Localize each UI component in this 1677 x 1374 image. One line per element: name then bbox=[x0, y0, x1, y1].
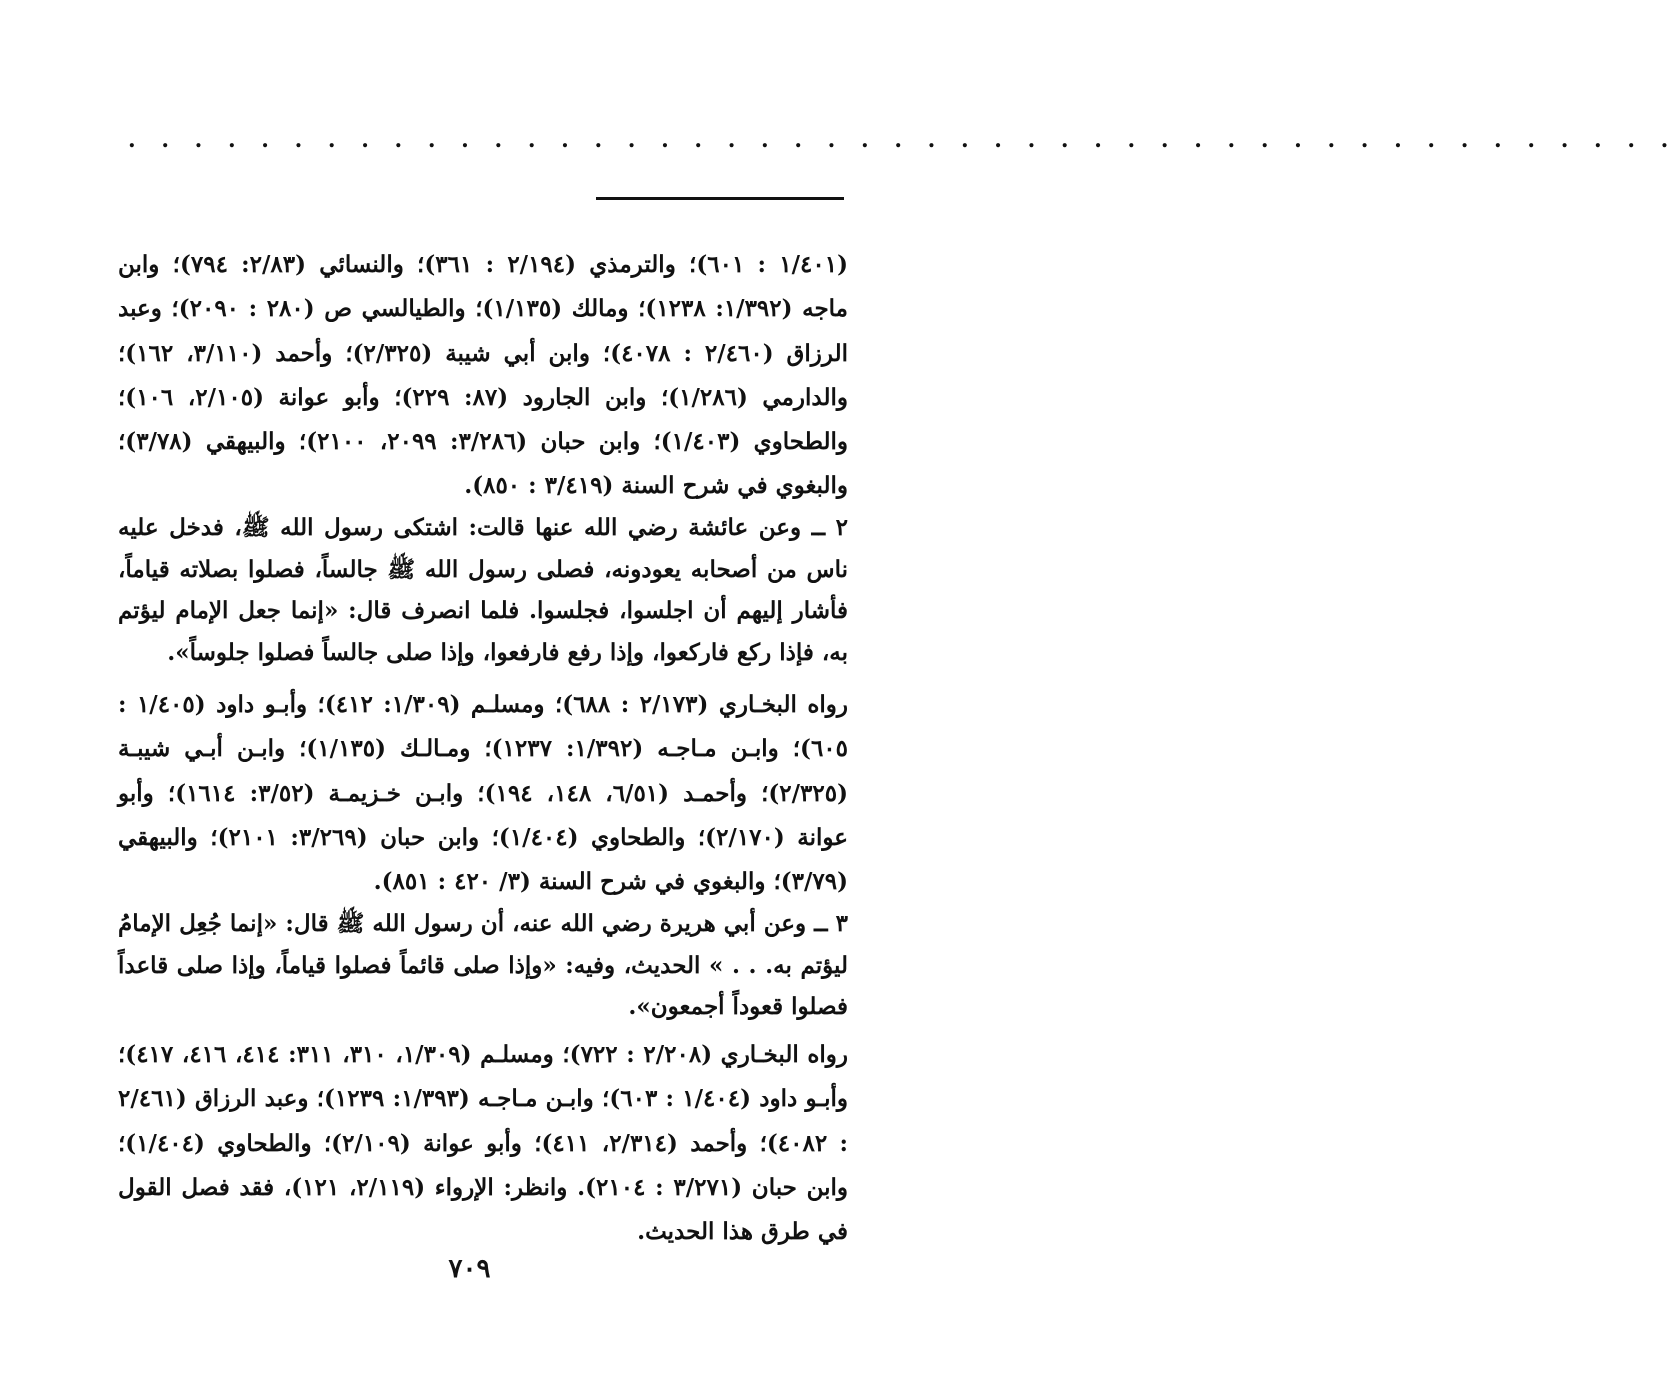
hadith-3-text: ٣ ــ وعن أبي هريرة رضي الله عنه، أن رسول الله ﷺ قال: «إنما جُعِل الإمامُ ليؤتم به. . . » الحديث، وفيه: «وإذا صلى قائماً فصلوا قياماً، وإذا صلى قاعداً فصلوا قعوداً أجمعون». bbox=[118, 910, 848, 1021]
page-number: ٧٠٩ bbox=[448, 1254, 491, 1284]
hadith-3-references: رواه البخـاري (٢/٢٠٨ : ٧٢٢)؛ ومسلـم (١/٣٠٩، ٣١٠، ٣١١: ٤١٤، ٤١٦، ٤١٧)؛ وأبـو داود (١/٤٠٤ : ٦٠٣)؛ وابـن مـاجـه (١/٣٩٣: ١٢٣٩)؛ وعبد الرزاق (٢/٤٦١ : ٤٠٨٢)؛ وأحمد (٢/٣١٤، ٤١١)؛ وأبو عوانة (٢/١٠٩)؛ والطحاوي (١/٤٠٤)؛ وابن حبان (٣/٢٧١ : ٢١٠٤). وانظر: الإرواء (٢/١١٩، ١٢١)، فقد فصل القول في طرق هذا الحديث. bbox=[118, 1041, 848, 1246]
footnote-rule bbox=[596, 197, 844, 200]
hadith-2-text: ٢ ــ وعن عائشة رضي الله عنها قالت: اشتكى رسول الله ﷺ، فدخل عليه ناس من أصحابه يعودونه، فصلى رسول الله ﷺ جالساً، فصلوا بصلاته قياماً، فأشار إليهم أن اجلسوا، فجلسوا. فلما انصرف قال: «إنما جعل الإمام ليؤتم به، فإذا ركع فاركعوا، وإذا رفع فارفعوا، وإذا صلى جالساً فصلوا جلوساً». bbox=[118, 514, 848, 666]
footnote-references: (١/٤٠١ : ٦٠١)؛ والترمذي (٢/١٩٤ : ٣٦١)؛ والنسائي (٢/٨٣: ٧٩٤)؛ وابن ماجه (١/٣٩٢: ١٢٣٨)؛ ومالك (١/١٣٥)؛ والطيالسي ص (٢٨٠ : ٢٠٩٠)؛ وعبد الرزاق (٢/٤٦٠ : ٤٠٧٨)؛ وابن أبي شيبة (٢/٣٢٥)؛ وأحمد (٣/١١٠، ١٦٢)؛ والدارمي (١/٢٨٦)؛ وابن الجارود (٨٧: ٢٢٩)؛ وأبو عوانة (٢/١٠٥، ١٠٦)؛ والطحاوي (١/٤٠٣)؛ وابن حبان (٣/٢٨٦: ٢٠٩٩، ٢١٠٠)؛ والبيهقي (٣/٧٨)؛ والبغوي في شرح السنة (٣/٤١٩ : ٨٥٠). bbox=[118, 251, 849, 500]
dotted-separator: . . . . . . . . . . . . . . . . . . . . . . . . . . . . . . . . . . . . . . . . . . . . . . . bbox=[128, 127, 1677, 153]
hadith-2-references: رواه البخـاري (٢/١٧٣ : ٦٨٨)؛ ومسلـم (١/٣٠٩: ٤١٢)؛ وأبـو داود (١/٤٠٥ : ٦٠٥)؛ وابـن مـاجـه (١/٣٩٢: ١٢٣٧)؛ ومـالـك (١/١٣٥)؛ وابـن أبـي شيبـة (٢/٣٢٥)؛ وأحمـد (٦/٥١، ١٤٨، ١٩٤)؛ وابـن خـزيمـة (٣/٥٢: ١٦١٤)؛ وأبو عوانة (٢/١٧٠)؛ والطحاوي (١/٤٠٤)؛ وابن حبان (٣/٢٦٩: ٢١٠١)؛ والبيهقي (٣/٧٩)؛ والبغوي في شرح السنة (٣/ ٤٢٠ : ٨٥١). bbox=[118, 691, 849, 896]
